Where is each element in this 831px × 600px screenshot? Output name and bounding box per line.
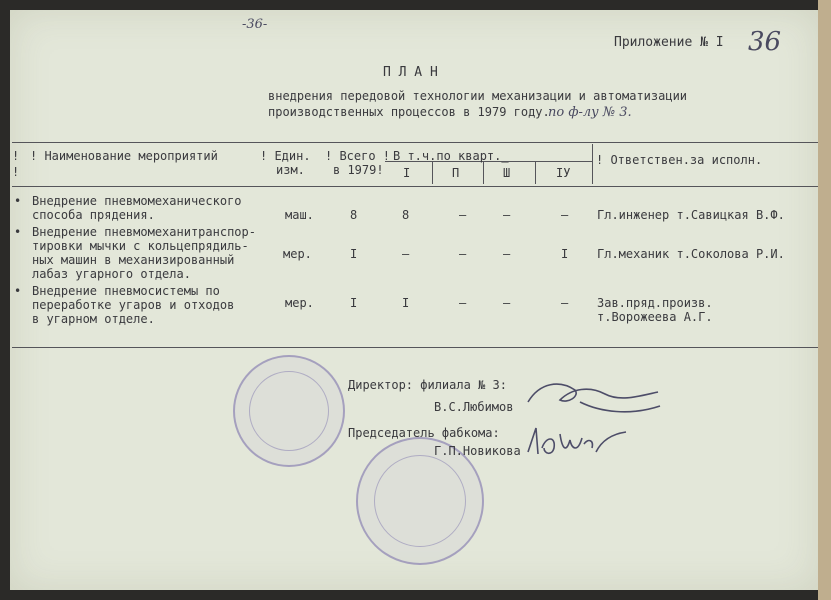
chair-name: Г.П.Новикова	[434, 444, 521, 458]
row-1-name-line-1: Внедрение пневмомеханического	[32, 194, 242, 208]
document-title: П Л А Н	[383, 65, 438, 80]
margin-mark: !	[12, 165, 20, 179]
row-3-unit: мер.	[285, 296, 314, 310]
row-1-q3: –	[503, 208, 511, 222]
row-3-q1: I	[402, 296, 410, 310]
row-2-q4: I	[561, 247, 569, 261]
row-3-q2: –	[459, 296, 467, 310]
handwritten-note: по ф-лу № 3.	[548, 105, 632, 120]
margin-mark: !	[12, 149, 20, 163]
director-name: В.С.Любимов	[434, 400, 514, 414]
row-2-total: I	[350, 247, 358, 261]
subtitle-line-2: производственных процессов в 1979 году.	[268, 105, 550, 119]
quarter-divider	[432, 162, 433, 184]
header-total-line-2: в 1979!	[333, 163, 384, 177]
row-2-name-line-4: лабаз угарного отдела.	[32, 267, 191, 281]
header-quarters: В т.ч.по кварт._	[393, 149, 509, 163]
row-1-responsible: Гл.инженер т.Савицкая В.Ф.	[597, 208, 785, 222]
row-3-responsible-line-2: т.Ворожеева А.Г.	[597, 310, 713, 324]
header-q4: IУ	[556, 166, 571, 180]
subtitle-line-1: внедрения передовой технологии механизации и автоматизации	[268, 89, 688, 103]
table-top-rule	[12, 142, 818, 143]
row-1-q2: –	[459, 208, 467, 222]
quarter-divider	[483, 162, 484, 184]
row-2-q3: –	[503, 247, 511, 261]
table-bottom-rule	[12, 347, 818, 348]
row-1-unit: маш.	[285, 208, 314, 222]
quarter-divider	[535, 162, 536, 184]
row-bullet: •	[14, 284, 22, 298]
row-2-unit: мер.	[283, 247, 312, 261]
row-2-responsible: Гл.механик т.Соколова Р.И.	[597, 247, 785, 261]
responsible-divider	[592, 144, 593, 184]
row-3-name-line-2: переработке угаров и отходов	[32, 298, 235, 312]
row-bullet: •	[14, 225, 22, 239]
chair-signature	[522, 418, 632, 468]
row-1-q1: 8	[402, 208, 410, 222]
director-label: Директор: филиала № 3:	[348, 378, 507, 392]
row-3-name-line-1: Внедрение пневмосистемы по	[32, 284, 220, 298]
row-1-total: 8	[350, 208, 358, 222]
page-edge	[818, 0, 831, 600]
row-2-name-line-1: Внедрение пневмомеханитранспор-	[32, 225, 256, 239]
page-number: -36-	[242, 17, 268, 32]
header-q1: I	[403, 166, 411, 180]
header-unit-line-2: изм.	[276, 163, 305, 177]
header-unit: ! Един.	[260, 149, 311, 163]
row-3-total: I	[350, 296, 358, 310]
row-3-q3: –	[503, 296, 511, 310]
row-1-q4: –	[561, 208, 569, 222]
appendix-label: Приложение № I	[614, 35, 724, 50]
row-2-q1: –	[402, 247, 410, 261]
handwritten-folio: 36	[748, 27, 782, 57]
header-name: ! Наименование мероприятий	[30, 149, 218, 163]
row-3-q4: –	[561, 296, 569, 310]
header-responsible: ! Ответствен.за исполн.	[596, 153, 763, 167]
round-seal-stamp	[233, 355, 345, 467]
chair-label: Председатель фабкома:	[348, 426, 500, 440]
row-1-name-line-2: способа прядения.	[32, 208, 155, 222]
header-total: ! Всего !	[325, 149, 391, 163]
row-2-q2: –	[459, 247, 467, 261]
row-2-name-line-3: ных машин в механизированный	[32, 253, 235, 267]
row-2-name-line-2: тировки мычки с кольцепрядиль-	[32, 239, 249, 253]
table-header-rule	[12, 186, 818, 187]
row-bullet: •	[14, 194, 22, 208]
header-q2: П	[452, 166, 460, 180]
header-q3: Ш	[503, 166, 511, 180]
row-3-responsible-line-1: Зав.пряд.произв.	[597, 296, 713, 310]
row-3-name-line-3: в угарном отделе.	[32, 312, 155, 326]
